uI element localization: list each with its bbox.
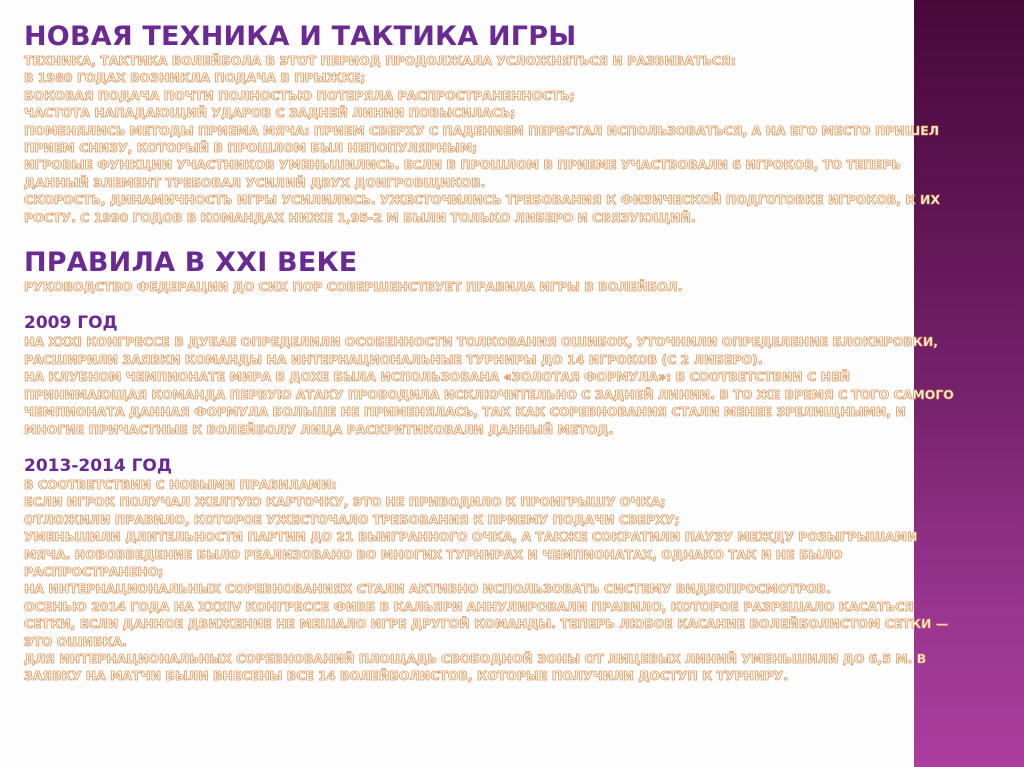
subsection-title-2009: 2009 ГОД bbox=[24, 313, 118, 334]
spacer bbox=[24, 438, 1014, 456]
text-line: НА ИНТЕРНАЦИОНАЛЬНЫХ СОРЕВНОВАНИЯХ СТАЛИ АКТИВНО ИСПОЛЬЗОВАТЬ СИСТЕМУ ВИДЕОПРОСМОТРОВ. bbox=[24, 581, 831, 597]
text-line: СЕТКИ, ЕСЛИ ДАННОЕ ДВИЖЕНИЕ НЕ МЕШАЛО ИГРЕ ДРУГОЙ КОМАНДЫ. ТЕПЕРЬ ЛЮБОЕ КАСАНИЕ ВОЛЕЙБОЛИСТОМ СЕТКИ — bbox=[24, 616, 949, 632]
text-line: В 1980 ГОДАХ ВОЗНИКЛА ПОДАЧА В ПРЫЖКЕ; bbox=[24, 70, 366, 86]
text-line: СКОРОСТЬ, ДИНАМИЧНОСТЬ ИГРЫ УСИЛИЛИСЬ. УЖЕСТОЧИЛИСЬ ТРЕБОВАНИЯ К ФИЗИЧЕСКОЙ ПОДГОТОВКЕ ИГРОКОВ, К ИХ bbox=[24, 192, 941, 208]
text-line: УМЕНЬШИЛИ ДЛИТЕЛЬНОСТИ ПАРТИИ ДО 21 ВЫИГРАННОГО ОЧКА, А ТАКЖЕ СОКРАТИЛИ ПАУЗУ МЕЖДУ РОЗЫГРЫШАМИ bbox=[24, 529, 918, 545]
section-body-new-technique bbox=[24, 52, 1014, 226]
text-line: ПРИНИМАЮЩАЯ КОМАНДА ПЕРВУЮ АТАКУ ПРОВОДИЛА ИСКЛЮЧИТЕЛЬНО С ЗАДНЕЙ ЛИНИИ. В ТО ЖЕ ВРЕМЯ С ТОГО САМОГО bbox=[24, 386, 954, 402]
text-line: БОКОВАЯ ПОДАЧА ПОЧТИ ПОЛНОСТЬЮ ПОТЕРЯЛА РАСПРОСТРАНЕННОСТЬ; bbox=[24, 87, 575, 103]
text-line: ДЛЯ ИНТЕРНАЦИОНАЛЬНЫХ СОРЕВНОВАНИЙ ПЛОЩАДЬ СВОБОДНОЙ ЗОНЫ ОТ ЛИЦЕВЫХ ЛИНИЙ УМЕНЬШИЛИ ДО 6,5 М. В bbox=[24, 650, 927, 666]
text-line: НА КЛУБНОМ ЧЕМПИОНАТЕ МИРА В ДОХЕ БЫЛА ИСПОЛЬЗОВАНА «ЗОЛОТАЯ ФОРМУЛА»: В СООТВЕТСТВИИ С НЕЙ bbox=[24, 369, 851, 385]
subsection-body-2009 bbox=[24, 333, 1014, 437]
text-line: ЗАЯВКУ НА МАТЧИ БЫЛИ ВНЕСЕНЫ ВСЕ 14 ВОЛЕЙБОЛИСТОВ, КОТОРЫЕ ПОЛУЧИЛИ ДОСТУП К ТУРНИРУ. bbox=[24, 668, 789, 684]
text-line: ЧЕМПИОНАТА ДАННАЯ ФОРМУЛА БОЛЬШЕ НЕ ПРИМЕНЯЛАСЬ, ТАК КАК СОРЕВНОВАНИЯ СТАЛИ МЕНЕЕ ЗРЕЛИЩНЫМИ, И bbox=[24, 404, 906, 420]
text-line: ЧАСТОТА НАПАДАЮЩИЙ УДАРОВ С ЗАДНЕЙ ЛИНИИ ПОВЫСИЛАСЬ; bbox=[24, 105, 516, 121]
spacer bbox=[24, 226, 1014, 248]
section-title-new-technique: НОВАЯ ТЕХНИКА И ТАКТИКА ИГРЫ bbox=[24, 21, 577, 52]
text-line: В СООТВЕТСТВИИ С НОВЫМИ ПРАВИЛАМИ: bbox=[24, 476, 337, 492]
text-line: ИГРОВЫЕ ФУНКЦИИ УЧАСТНИКОВ УМЕНЬШИЛИСЬ. ЕСЛИ В ПРОШЛОМ В ПРИЕМЕ УЧАСТВОВАЛИ 6 ИГРОКОВ, ТО ТЕПЕРЬ bbox=[24, 157, 901, 173]
text-line: РОСТУ. С 1990 ГОДОВ В КОМАНДАХ НИЖЕ 1,95-2 М БЫЛИ ТОЛЬКО ЛИБЕРО И СВЯЗУЮЩИЙ. bbox=[24, 209, 696, 225]
text-line: НА XXXI КОНГРЕССЕ В ДУБАЕ ОПРЕДЕЛИЛИ ОСОБЕННОСТИ ТОЛКОВАНИЯ ОШИБОК, УТОЧНИЛИ ОПРЕДЕЛЕНИЕ БЛОКИРОВКИ, bbox=[24, 334, 939, 350]
subsection-title-2013-2014: 2013-2014 ГОД bbox=[24, 455, 173, 476]
text-line: РАСПРОСТРАНЕНО; bbox=[24, 563, 164, 579]
text-line: ЕСЛИ ИГРОК ПОЛУЧАЛ ЖЕЛТУЮ КАРТОЧКУ, ЭТО НЕ ПРИВОДИЛО К ПРОИГРЫШУ ОЧКА; bbox=[24, 494, 666, 510]
text-line: ОСЕНЬЮ 2014 ГОДА НА XXXIV КОНГРЕССЕ ФИВБ В КАЛЬЯРИ АННУЛИРОВАЛИ ПРАВИЛО, КОТОРОЕ РАЗРЕШАЛО КАСАТЬСЯ bbox=[24, 598, 915, 614]
spacer bbox=[24, 295, 1014, 313]
text-line: ТЕХНИКА, ТАКТИКА ВОЛЕЙБОЛА В ЭТОТ ПЕРИОД ПРОДОЛЖАЛА УСЛОЖНЯТЬСЯ И РАЗВИВАТЬСЯ: bbox=[24, 53, 736, 68]
text-line: ПРИЕМ СНИЗУ, КОТОРЫЙ В ПРОШЛОМ БЫЛ НЕПОПУЛЯРНЫМ; bbox=[24, 140, 478, 156]
text-line: ОТЛОЖИЛИ ПРАВИЛО, КОТОРОЕ УЖЕСТОЧАЛО ТРЕБОВАНИЯ К ПРИЕМУ ПОДАЧИ СВЕРХУ; bbox=[24, 511, 680, 527]
text-line: ПОМЕНЯЛИСЬ МЕТОДЫ ПРИЕМА МЯЧА: ПРИЕМ СВЕРХУ С ПАДЕНИЕМ ПЕРЕСТАЛ ИСПОЛЬЗОВАТЬСЯ, А НА ЕГО МЕСТО ПРИШЕЛ bbox=[24, 122, 940, 138]
subsection-body-2013-2014 bbox=[24, 476, 1014, 685]
text-line: ДАННЫЙ ЭЛЕМЕНТ ТРЕБОВАЛ УСИЛИЙ ДВУХ ДОИГРОВЩИКОВ. bbox=[24, 174, 486, 190]
section-title-rules-21st-century: ПРАВИЛА В XXI ВЕКЕ bbox=[24, 247, 358, 279]
section-intro: РУКОВОДСТВО ФЕДЕРАЦИИ ДО СИХ ПОР СОВЕРШЕНСТВУЕТ ПРАВИЛА ИГРЫ В ВОЛЕЙБОЛ. bbox=[24, 279, 683, 295]
slide-content bbox=[24, 22, 1014, 685]
text-line: ЭТО ОШИБКА. bbox=[24, 633, 128, 649]
text-line: РАСШИРИЛИ ЗАЯВКИ КОМАНДЫ НА ИНТЕРНАЦИОНАЛЬНЫЕ ТУРНИРЫ ДО 14 ИГРОКОВ (С 2 ЛИБЕРО). bbox=[24, 351, 763, 367]
text-line: МНОГИЕ ПРИЧАСТНЫЕ К ВОЛЕЙБОЛУ ЛИЦА РАСКРИТИКОВАЛИ ДАННЫЙ МЕТОД. bbox=[24, 421, 614, 437]
text-line: МЯЧА. НОВОВВЕДЕНИЕ БЫЛО РЕАЛИЗОВАНО ВО МНОГИХ ТУРНИРАХ И ЧЕМПИОНАТАХ, ОДНАКО ТАК И НЕ БЫЛО bbox=[24, 546, 843, 562]
